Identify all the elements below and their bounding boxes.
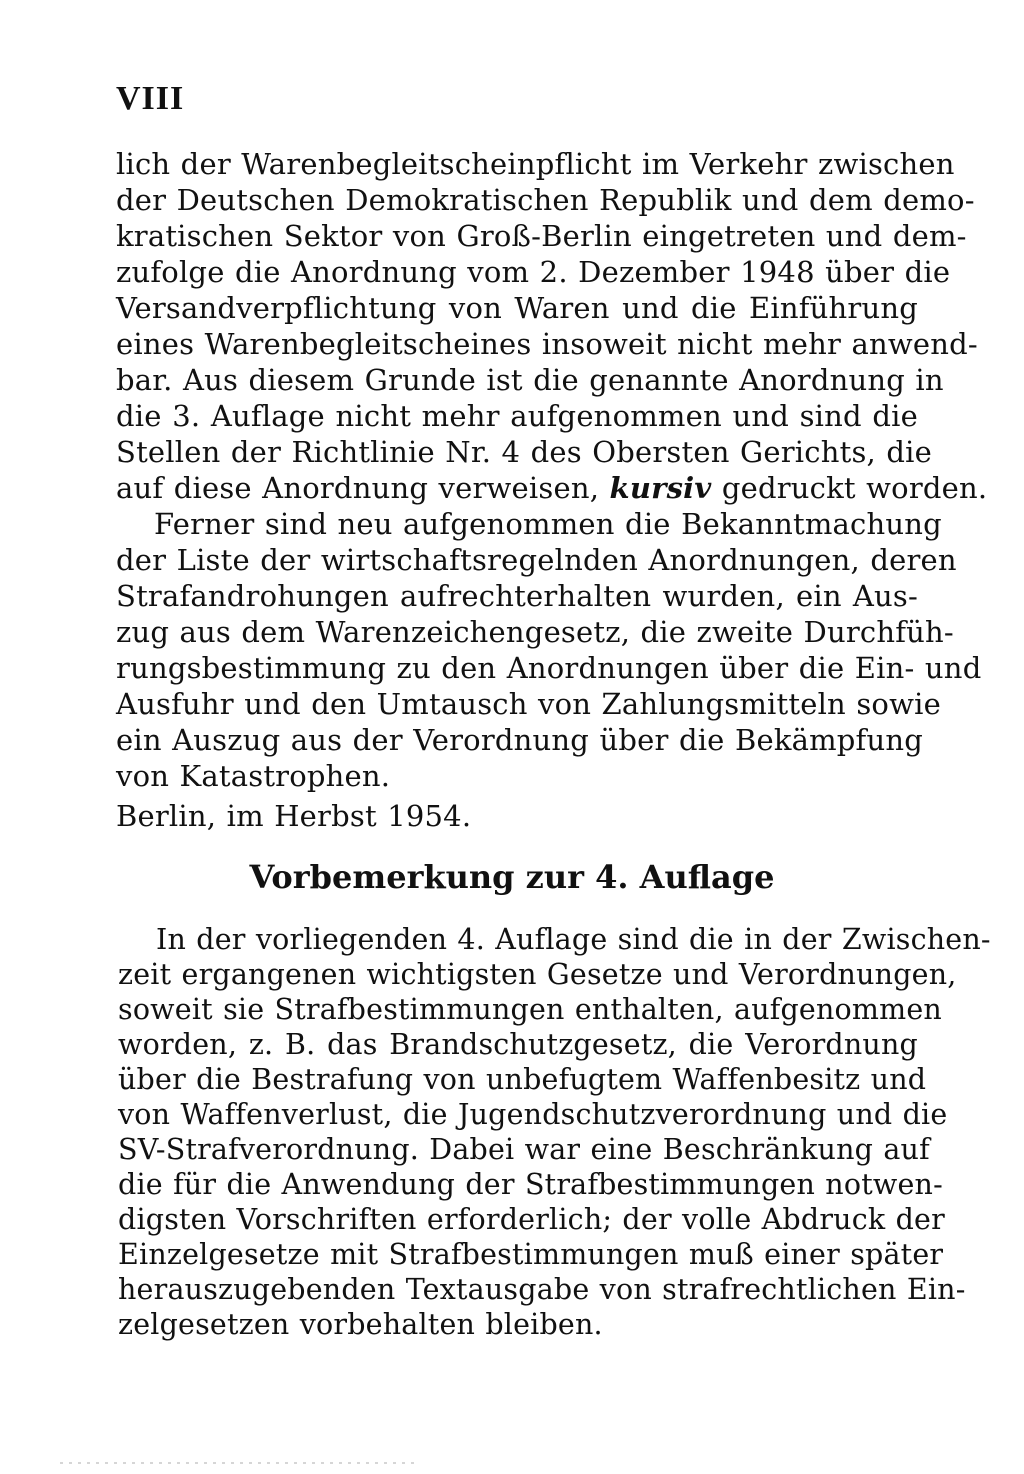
text-line-with-italic	[116, 470, 988, 506]
text-line: kratischen Sektor von Groß-Berlin eingetreten und dem-	[116, 219, 967, 253]
text-line: SV-Strafverordnung. Dabei war eine Beschränkung auf	[118, 1133, 930, 1166]
dateline: Berlin, im Herbst 1954.	[116, 799, 472, 833]
text-line: Versandverpflichtung von Waren und die Einführung	[116, 291, 918, 325]
text-line: von Katastrophen.	[116, 759, 391, 793]
text-line: ein Auszug aus der Verordnung über die Bekämpfung	[116, 723, 924, 757]
text-line: bar. Aus diesem Grunde ist die genannte Anordnung in	[116, 363, 944, 397]
text-line: Einzelgesetze mit Strafbestimmungen muß einer später	[118, 1238, 944, 1271]
text-line: zug aus dem Warenzeichengesetz, die zweite Durchfüh-	[116, 615, 954, 649]
text-segment: auf diese Anordnung verweisen,	[116, 471, 600, 505]
text-line: zufolge die Anordnung vom 2. Dezember 1948 über die	[116, 255, 951, 289]
text-line: der Deutschen Demokratischen Republik und dem demo-	[116, 183, 975, 217]
text-line: In der vorliegenden 4. Auflage sind die in der Zwischen-	[156, 923, 991, 956]
text-line: soweit sie Strafbestimmungen enthalten, aufgenommen	[118, 993, 942, 1026]
page-number: VIII	[116, 80, 185, 117]
text-line: zeit ergangenen wichtigsten Gesetze und Verordnungen,	[118, 958, 957, 991]
text-line: eines Warenbegleitscheines insoweit nicht mehr anwend-	[116, 327, 978, 361]
text-line: die 3. Auflage nicht mehr aufgenommen und sind die	[116, 399, 918, 433]
text-line: lich der Warenbegleitscheinpflicht im Verkehr zwischen	[116, 147, 955, 181]
text-segment: gedruckt worden.	[721, 471, 988, 505]
text-line: herauszugebenden Textausgabe von strafrechtlichen Ein-	[118, 1273, 966, 1306]
text-line: Ausfuhr und den Umtausch von Zahlungsmitteln sowie	[116, 687, 941, 721]
text-line: worden, z. B. das Brandschutzgesetz, die Verordnung	[118, 1028, 918, 1061]
text-line: Strafandrohungen aufrechterhalten wurden, ein Aus-	[116, 579, 918, 613]
scan-artifact	[60, 1462, 420, 1464]
italic-word: kursiv	[609, 471, 712, 505]
section-heading: Vorbemerkung zur 4. Auflage	[249, 858, 775, 896]
text-line: digsten Vorschriften erforderlich; der volle Abdruck der	[118, 1203, 945, 1236]
text-line: die für die Anwendung der Strafbestimmungen notwen-	[118, 1168, 943, 1201]
text-line: rungsbestimmung zu den Anordnungen über die Ein- und	[116, 651, 982, 685]
text-line: über die Bestrafung von unbefugtem Waffenbesitz und	[118, 1063, 927, 1096]
text-line: Ferner sind neu aufgenommen die Bekanntmachung	[154, 507, 942, 541]
text-line: der Liste der wirtschaftsregelnden Anordnungen, deren	[116, 543, 957, 577]
text-line: zelgesetzen vorbehalten bleiben.	[118, 1308, 603, 1341]
text-line: Stellen der Richtlinie Nr. 4 des Obersten Gerichts, die	[116, 435, 932, 469]
text-line: von Waffenverlust, die Jugendschutzverordnung und die	[118, 1098, 948, 1131]
